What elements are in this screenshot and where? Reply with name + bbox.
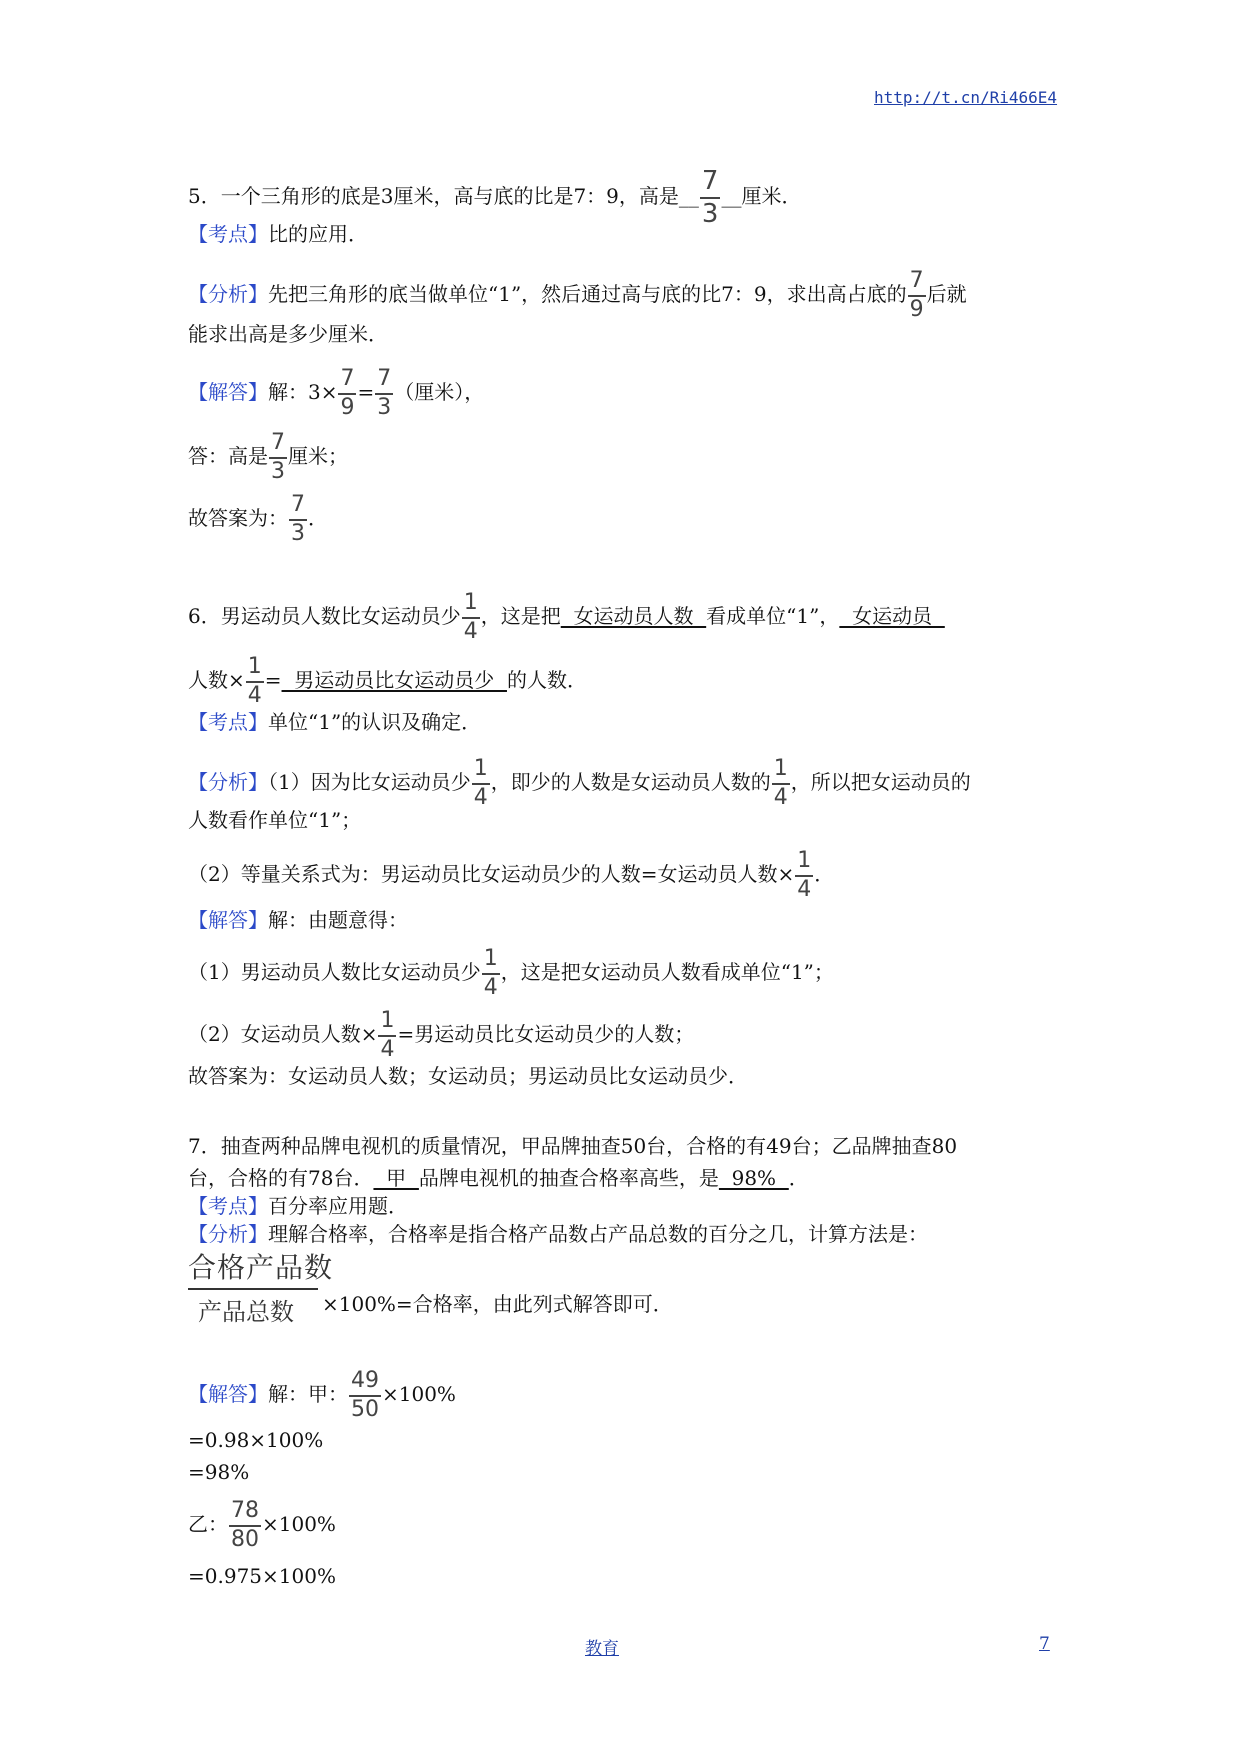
- q6-step-2: （2）女运动员人数× $\frac{1}{4}$ =男运动员比女运动员少的人数；: [188, 1008, 695, 1062]
- q5-question: 5．一个三角形的底是3厘米，高与底的比是7：9，高是__ $\frac{7}{3}$ __厘米．: [188, 166, 802, 229]
- fraction: $\frac{1}{4}$: [247, 654, 262, 708]
- q6-blank-3: 男运动员比女运动员少: [281, 668, 507, 692]
- q5-answer-fraction: $\frac{7}{3}$: [701, 166, 719, 229]
- q5-fenxi-cont: 能求出高是多少厘米．: [188, 322, 388, 346]
- fraction: $\frac{7}{3}$: [271, 430, 285, 484]
- q7-question-cont: 台，合格的有78台． 甲 品牌电视机的抽查合格率高些，是 98% ．: [188, 1166, 809, 1190]
- q5-answer-line: 答：高是 $\frac{7}{3}$ 厘米；: [188, 430, 348, 484]
- q7-calc-1: =0.98×100%: [188, 1428, 324, 1452]
- q6-kaodian: 【考点】单位“1”的认识及确定．: [188, 710, 482, 734]
- q6-question-cont: 人数× $\frac{1}{4}$ = 男运动员比女运动员少 的人数．: [188, 654, 587, 708]
- fraction: $\frac{7}{3}$: [291, 492, 305, 546]
- fraction: $\frac{1}{4}$: [773, 756, 788, 810]
- q6-fenxi-cont: 人数看作单位“1”；: [188, 808, 362, 832]
- q7-calc-3: =0.975×100%: [188, 1564, 336, 1588]
- q7-blank-1: 甲: [373, 1166, 419, 1190]
- fraction: $\frac{1}{4}$: [483, 946, 498, 1000]
- q7-jieda: 【解答】解：甲： $\frac{49}{50}$ ×100%: [188, 1368, 456, 1422]
- q7-fenxi: 【分析】理解合格率，合格率是指合格产品数占产品总数的百分之几，计算方法是：: [188, 1222, 928, 1246]
- fraction: $\frac{1}{4}$: [797, 848, 812, 902]
- q7-kaodian: 【考点】百分率应用题．: [188, 1194, 408, 1218]
- q5-fenxi: 【分析】先把三角形的底当做单位“1”，然后通过高与底的比7：9，求出高占底的 $\frac{7}{9}$ 后就: [188, 268, 967, 322]
- fraction: $\frac{1}{4}$: [380, 1008, 395, 1062]
- fraction: $\frac{7}{9}$: [340, 366, 355, 420]
- fraction: $\frac{49}{50}$: [351, 1368, 379, 1422]
- q7-blank-2: 98%: [718, 1166, 789, 1190]
- fraction: $\frac{1}{4}$: [463, 590, 478, 644]
- q5-kaodian: 【考点】比的应用．: [188, 222, 368, 246]
- fraction: $\frac{78}{80}$: [231, 1498, 259, 1552]
- fraction: $\frac{7}{9}$: [909, 268, 924, 322]
- q7-calc-2: =98%: [188, 1460, 250, 1484]
- q6-blank-1: 女运动员人数: [560, 604, 707, 628]
- q5-final-answer: 故答案为： $\frac{7}{3}$ ．: [188, 492, 328, 546]
- q7-word-fraction: 合格产品数 产品总数: [188, 1251, 334, 1326]
- q6-final-answer: 故答案为：女运动员人数；女运动员；男运动员比女运动员少．: [188, 1064, 748, 1088]
- q7-yi: 乙： $\frac{78}{80}$ ×100%: [188, 1498, 336, 1552]
- q6-fenxi: 【分析】（1）因为比女运动员少 $\frac{1}{4}$ ，即少的人数是女运动员人数的 $\frac{1}{4}$ ，所以把女运动员的: [188, 756, 971, 810]
- header-url-link[interactable]: http://t.cn/Ri466E4: [874, 88, 1058, 107]
- q6-fenxi-2: （2）等量关系式为：男运动员比女运动员少的人数=女运动员人数× $\frac{1}{4}$ ．: [188, 848, 835, 902]
- q6-blank-2: 女运动员: [839, 604, 945, 628]
- q6-step-1: （1）男运动员人数比女运动员少 $\frac{1}{4}$ ，这是把女运动员人数看成单位“1”；: [188, 946, 834, 1000]
- q7-question: 7．抽查两种品牌电视机的质量情况，甲品牌抽查50台，合格的有49台；乙品牌抽查80: [188, 1134, 958, 1158]
- footer-link[interactable]: 教育: [585, 1639, 619, 1659]
- q6-question: 6．男运动员人数比女运动员少 $\frac{1}{4}$ ，这是把 女运动员人数 看成单位“1”， 女运动员: [188, 590, 945, 644]
- page-number[interactable]: 7: [1039, 1634, 1050, 1654]
- q7-fenxi-formula: ×100%=合格率，由此列式解答即可．: [322, 1292, 673, 1316]
- q5-jieda: 【解答】解：3× $\frac{7}{9}$ = $\frac{7}{3}$ （厘米），: [188, 366, 485, 420]
- q6-jieda: 【解答】解：由题意得：: [188, 908, 408, 932]
- fraction: $\frac{1}{4}$: [473, 756, 488, 810]
- fraction: $\frac{7}{3}$: [377, 366, 392, 420]
